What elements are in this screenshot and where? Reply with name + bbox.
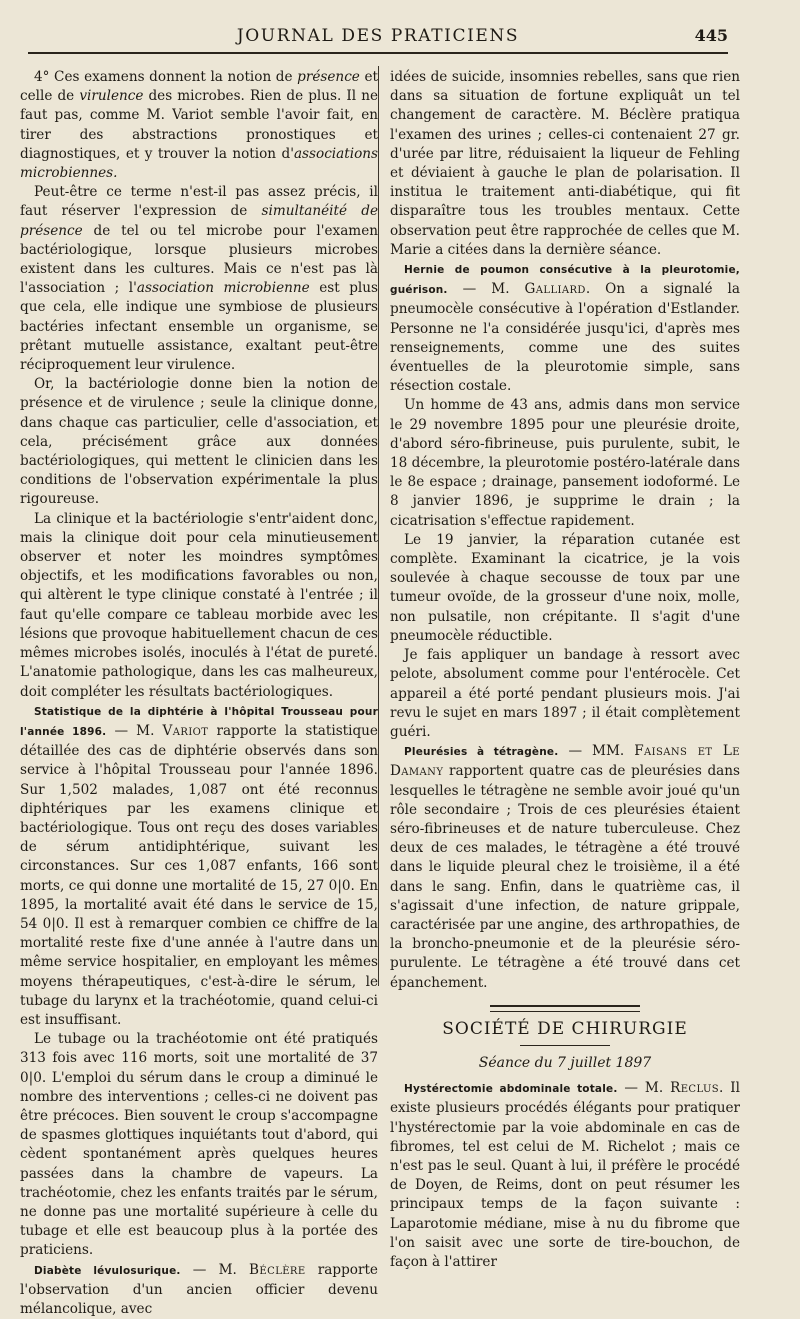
- session-date: Séance du 7 juillet 1897: [478, 1054, 652, 1071]
- paragraph: La clinique et la bactériologie s'entr'aident donc, mais la clinique doit pour cela minutieusement observer et noter les moindres symptômes objectifs, et les modifications favorables ou non, qui altèrent le type clinique constaté à l'entrée ; il faut qu'elle compare ce tableau morbide avec les lésions que provoque habituellement chacun de ces mêmes microbes isolés, inoculés à l'état de pureté. L'anatomie pathologique, dans les cas malheureux, doit compléter les résultats bactériologiques.: [20, 510, 378, 700]
- section-paragraph: Statistique de la diphtérie à l'hôpital Trousseau pour l'année 1896. — M. Variot rapporte la statistique détaillée des cas de diphtérie observés dans son service à l'hôpital Trousseau pour l'année 1896. Sur 1,502 malades, 1,087 ont été reconnus diphtériques par les examens clinique et bactériologique. Tous ont reçu des doses variables de sérum antidiphtérique, suivant les circonstances. Sur ces 1,087 enfants, 166 sont morts, ce qui donne une mortalité de 15, 27 0|0. En 1895, la mortalité avait été dans le service de 15, 54 0|0. Il est à remarquer combien ce chiffre de la mortalité reste fixe d'une année à l'autre dans un même service hospitalier, en employant les mêmes moyens thérapeutiques, c'est-à-dire le sérum, le tubage du larynx et la trachéotomie, quand celui-ci est insuffisant.: [20, 705, 378, 1028]
- paragraph: Je fais appliquer un bandage à ressort avec pelote, absolument comme pour l'entérocèle. Cet appareil a été porté pendant plusieurs mois. J'ai revu le sujet en mars 1897 ; il était complètement guéri.: [390, 647, 740, 740]
- title-underline: [520, 1045, 610, 1046]
- section-paragraph: Hernie de poumon consécutive à la pleurotomie, guérison. — M. Galliard. On a signalé la pneumocèle consécutive à l'opération d'Estlander. Personne ne l'a considérée jusqu'ici, d'après mes renseignements, comme une des suites éventuelles de la pleurotomie simple, sans résection costale.: [390, 264, 740, 395]
- paragraph: Un homme de 43 ans, admis dans mon service le 29 novembre 1895 pour une pleurésie droite, d'abord séro-fibrineuse, puis purulente, subit, le 18 décembre, la pleurotomie postéro-latérale dans le 8e espace ; drainage, pansement iodoformé. Le 8 janvier 1896, je supprime le drain ; la cicatrisation s'effectue rapidement.: [390, 397, 740, 529]
- paragraph: Peut-être ce terme n'est-il pas assez précis, il faut réserver l'expression de simultanéité de présence de tel ou tel microbe pour l'examen bactériologique, lorsque plusieurs microbes existent dans les cultures. Mais ce n'est pas là l'association ; l'association microbienne est plus que cela, elle indique une symbiose de plusieurs bactéries infectant ensemble un organisme, se prêtant mutuelle assistance, exaltant peut-être réciproquement leur virulence.: [20, 184, 379, 374]
- running-header: [28, 22, 728, 54]
- section-paragraph: Hystérectomie abdominale totale. — M. Reclus. Il existe plusieurs procédés élégants pour pratiquer l'hystérectomie par la voie abdominale en cas de fibromes, tel est celui de M. Richelot ; mais ce n'est pas le seul. Quant à lui, il préfère le procédé de Doyen, de Reims, dont on peut résumer les principaux temps de la façon suivante : Laparotomie médiane, mise à nu du fibrome que l'on saisit avec une sorte de tire-bouchon, de façon à l'attirer: [390, 1080, 740, 1270]
- section-heading: Hystérectomie abdominale totale.: [404, 1083, 618, 1096]
- section-paragraph: Diabète lévulosurique. — M. Béclère rapporte l'observation d'un ancien officier devenu mélancolique, avec: [20, 1261, 378, 1317]
- author-name: Béclère: [249, 1261, 306, 1278]
- section-heading: Pleurésies à tétragène.: [404, 746, 559, 759]
- section-rule: [490, 1005, 640, 1012]
- paragraph: Le 19 janvier, la réparation cutanée est complète. Examinant la cicatrice, je la vois soulevée à chaque secousse de toux par une tumeur ovoïde, de la grosseur d'une noix, molle, non pulsatile, non crépitante. Il s'agit d'une pneumocèle réductible.: [390, 531, 740, 644]
- paragraph: Le tubage ou la trachéotomie ont été pratiqués 313 fois avec 116 morts, soit une mortalité de 37 0|0. L'emploi du sérum dans le croup a diminué le nombre des interventions ; celles-ci ne doivent pas être précoces. Bien souvent le croup s'accompagne de spasmes glottiques inquiétants tout d'abord, qui cèdent spontanément après quelques heures passées dans la chambre de vapeurs. La trachéotomie, chez les enfants traités par le sérum, ne donne pas une mortalité supérieure à celle du tubage et elle est beaucoup plus à la portée des praticiens.: [20, 1031, 378, 1259]
- right-column: [390, 68, 740, 1272]
- section-paragraph: Pleurésies à tétragène. — MM. Faisans et Le Damany rapportent quatre cas de pleurésies dans lesquelles le tétragène ne semble avoir joué qu'un rôle secondaire ; Trois de ces pleurésies étaient séro-fibrineuses et de nature tuberculeuse. Chez deux de ces malades, le tétragène a été trouvé dans le liquide pleural chez le troisième, il a été dans le sang. Enfin, dans le quatrième cas, il s'agissait d'une infection, de nature grippale, caractérisée par une angine, des arthropathies, de la broncho-pneumonie et de la pleurésie séro-purulente. Le tétragène a été trouvé dans cet épanchement.: [390, 743, 741, 991]
- page-number: 445: [694, 26, 728, 45]
- author-name: Variot: [162, 722, 209, 739]
- section-heading: Diabète lévulosurique.: [34, 1264, 181, 1277]
- column-divider: [378, 66, 379, 986]
- author-name: Reclus: [670, 1080, 720, 1097]
- section-heading: Statistique de la diphtérie à l'hôpital Trousseau pour l'année 1896.: [20, 705, 378, 738]
- left-column: [20, 68, 378, 1319]
- paragraph: 4° Ces examens donnent la notion de présence et celle de virulence des microbes. Rien de plus. Il ne faut pas, comme M. Variot semble l'avoir fait, en tirer des abstractions pronostiques et diagnostiques, et y trouver la notion d'associations microbiennes.: [20, 69, 378, 182]
- society-section-title: SOCIÉTÉ DE CHIRURGIE: [442, 1018, 688, 1039]
- author-name: Galliard: [524, 281, 586, 298]
- journal-title: JOURNAL DES PRATICIENS: [236, 26, 520, 46]
- paragraph: Or, la bactériologie donne bien la notion de présence et de virulence ; seule la clinique donne, dans chaque cas particulier, celle d'association, et cela, précisément grâce aux données bactériologiques, qui mettent le clinicien dans les conditions de l'observation expérimentale la plus rigoureuse.: [20, 376, 378, 508]
- paragraph: idées de suicide, insomnies rebelles, sans que rien dans sa situation de fortune expliquât un tel changement de caractère. M. Béclère pratiqua l'examen des urines ; celles-ci contenaient 27 gr. d'urée par litre, réduisaient la liqueur de Fehling et déviaient à gauche le plan de polarisation. Il institua le traitement anti-diabétique, qui fit disparaître tous les troubles mentaux. Cette observation peut être rapprochée de celles que M. Marie a citées dans la dernière séance.: [390, 69, 740, 258]
- section-heading: Hernie de poumon consécutive à la pleurotomie, guérison.: [390, 264, 740, 297]
- author-name: Faisans et Le Damany: [390, 743, 741, 780]
